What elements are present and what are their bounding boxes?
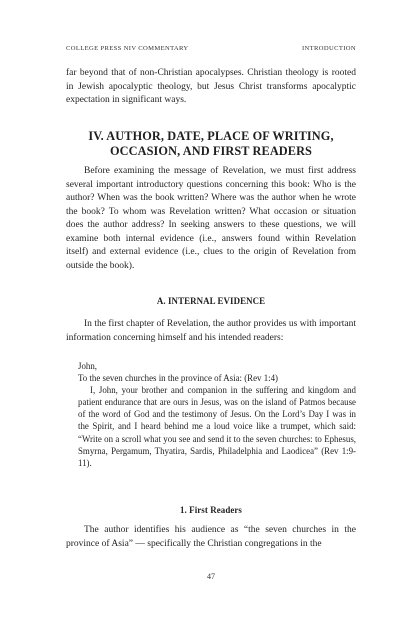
quote-line-1: John, (78, 361, 97, 371)
opening-paragraph: far beyond that of non-Christian apocalypses. Christian theology is rooted in Jewish apocalyptic theology, but Jesus Christ transforms apocalyptic expectation in significant ways. (66, 68, 356, 105)
first-readers-paragraph: The author identifies his audience as “the seven churches in the province of Asia” — specifically the Christian congregations in the (66, 525, 356, 549)
running-head-right: INTRODUCTION (301, 45, 356, 52)
section-heading (66, 129, 356, 159)
section-heading-line-1: IV. AUTHOR, DATE, PLACE OF WRITING, (88, 129, 334, 143)
section-heading-line-2: OCCASION, AND FIRST READERS (110, 144, 312, 158)
scripture-quotation (78, 360, 356, 469)
running-head-left: COLLEGE PRESS NIV COMMENTARY (66, 45, 189, 52)
internal-evidence-paragraph: In the first chapter of Revelation, the author provides us with important information concerning himself and his intended readers: (66, 319, 356, 343)
quote-block: I, John, your brother and companion in the suffering and kingdom and patient endurance that are ours in Jesus, was on the island of Patmos because of the word of God and the testimony of Jesus. On the Lord’s Day I was in the Spirit, and I heard behind me a loud voice like a trumpet, which said: “Write on a scroll what you see and send it to the seven churches: to Ephesus, Smyrna, Pergamum, Thyatira, Sardis, Philadelphia and Laodicea” (Rev 1:9-11). (78, 385, 356, 468)
book-page (66, 0, 356, 625)
running-head (66, 45, 356, 52)
subsection-heading-first-readers: 1. First Readers (180, 505, 242, 515)
intro-paragraph: Before examining the message of Revelation, we must first address several important introductory questions concerning this book: Who is the author? When was the book written? Where was the author when he wrote the book? To whom was Revelation written? What occasion or situation does the author address? In seeking answers to these questions, we will examine both internal evidence (i.e., answers found within Revelation itself) and external evidence (i.e., clues to the origin of Revelation from outside the book). (66, 166, 356, 271)
quote-line-2: To the seven churches in the province of Asia: (Rev 1:4) (78, 373, 278, 384)
page-number: 47 (207, 572, 215, 581)
subsection-heading-internal-evidence: A. INTERNAL EVIDENCE (156, 296, 266, 306)
